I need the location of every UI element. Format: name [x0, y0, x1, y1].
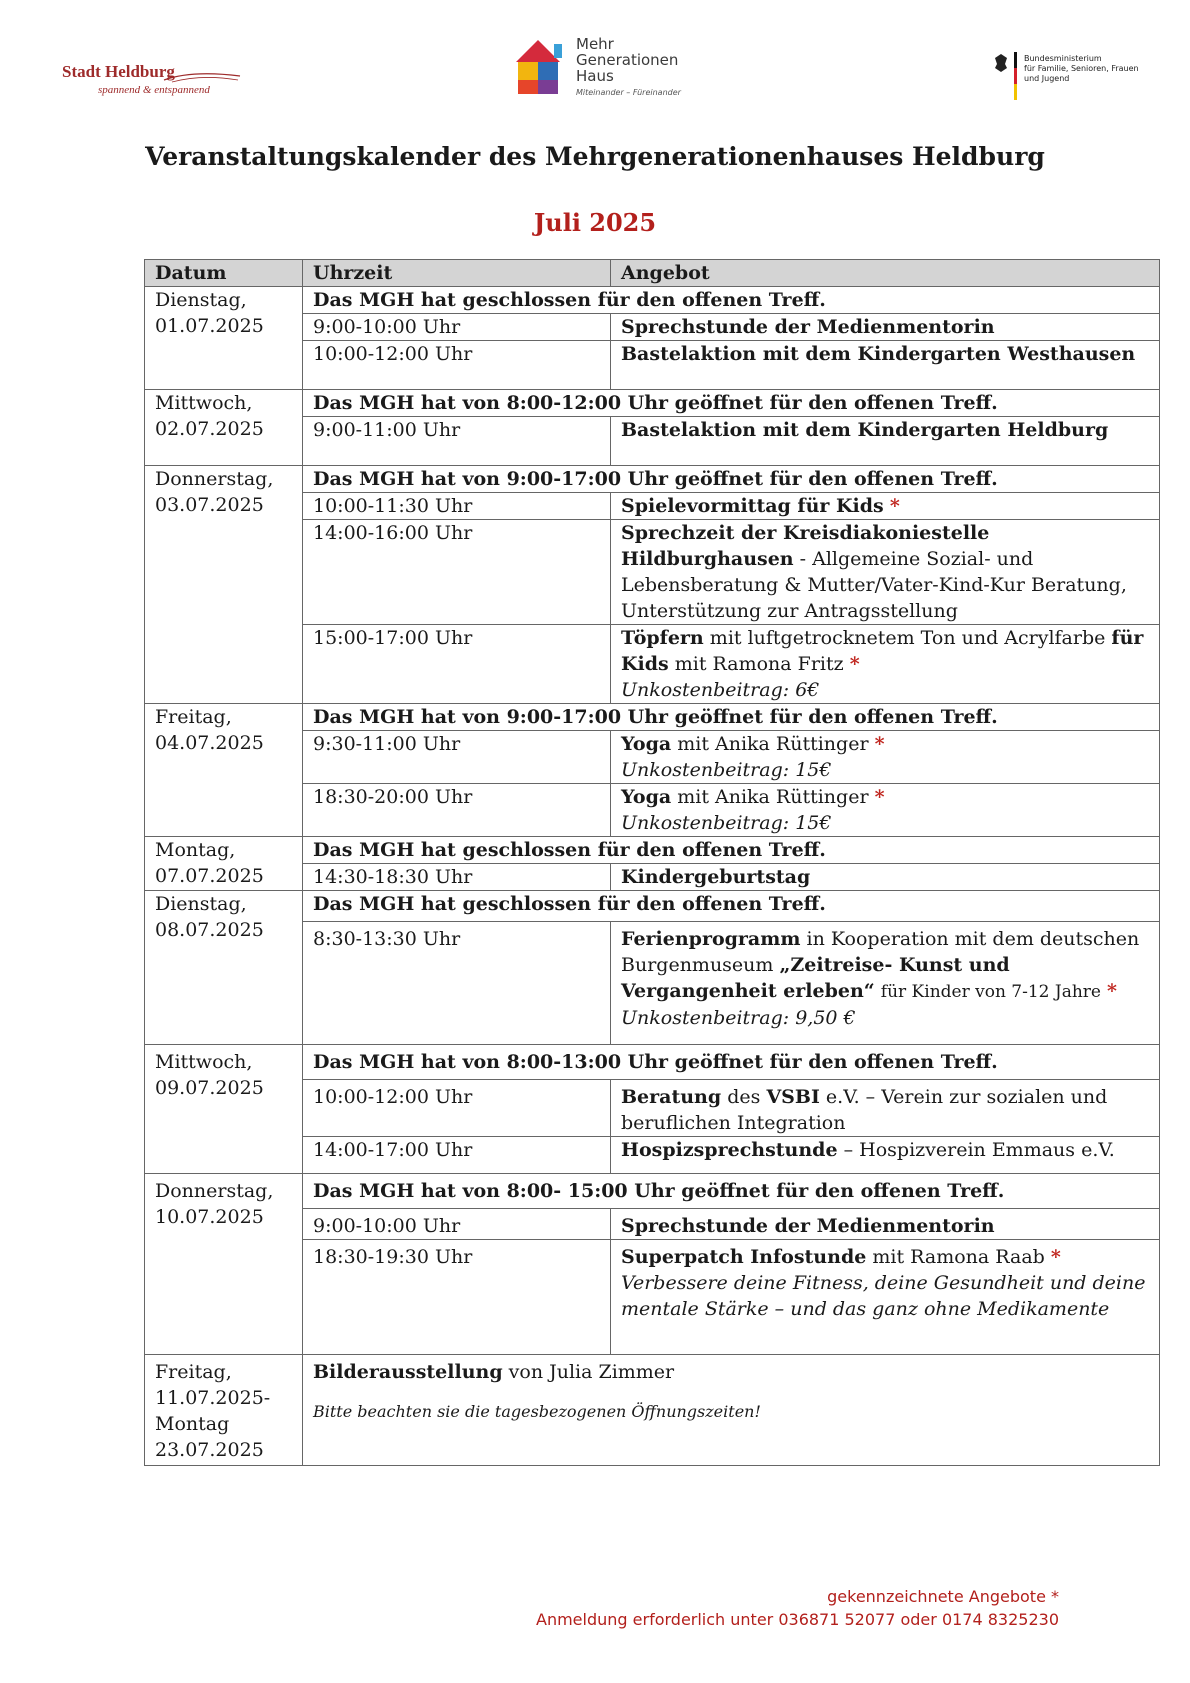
date: 07.07.2025 [155, 865, 264, 887]
registration-footer [536, 1585, 1059, 1631]
table-row [145, 466, 1160, 493]
mgh-line-2: Generationen [576, 51, 679, 69]
offer-desc: von Julia Zimmer [508, 1361, 675, 1383]
offer-title-2: für Kids [621, 627, 1144, 675]
offer-cell [611, 784, 1160, 837]
footer-line-2: Anmeldung erforderlich unter 036871 52077 oder 0174 8325230 [536, 1610, 1059, 1629]
swoosh-icon [162, 70, 242, 84]
offer-desc-2: für Kinder von 7-12 Jahre [880, 982, 1101, 1002]
offer-desc-2: mit Ramona Fritz [674, 653, 844, 675]
weekday: Mittwoch, [155, 392, 253, 414]
offer-desc-2: e.V. – Verein zur sozialen und beruflichen Integration [621, 1086, 1108, 1134]
weekday: Freitag, [155, 706, 232, 728]
offer-desc: des [727, 1086, 761, 1108]
bmfsfj-logo [992, 52, 1142, 107]
time-cell: 18:30-20:00 Uhr [303, 784, 611, 837]
footer-line-1: gekennzeichnete Angebote * [827, 1587, 1059, 1606]
stadt-name: Stadt Heldburg [62, 62, 175, 81]
bm-line-1: Bundesministerium [1024, 54, 1102, 63]
weekday: Dienstag, [155, 289, 247, 311]
offer-fee: Unkostenbeitrag: 6€ [621, 679, 820, 701]
offer-cell: Bastelaktion mit dem Kindergarten Westhausen [611, 341, 1160, 390]
status-cell: Das MGH hat geschlossen für den offenen Treff. [303, 891, 1160, 922]
weekday: Donnerstag, [155, 468, 274, 490]
date: 10.07.2025 [155, 1206, 264, 1228]
date-cell [145, 287, 303, 390]
eagle-flag-icon [992, 52, 1020, 104]
house-puzzle-icon [508, 36, 570, 98]
offer-desc: mit luftgetrocknetem Ton und Acrylfarbe [709, 627, 1106, 649]
table-row [145, 891, 1160, 922]
time-cell: 10:00-12:00 Uhr [303, 1080, 611, 1137]
date: 02.07.2025 [155, 418, 264, 440]
offer-cell [611, 922, 1160, 1045]
header-datum: Datum [145, 260, 303, 287]
registration-star: * [889, 495, 900, 517]
registration-star: * [1050, 1246, 1061, 1268]
offer-desc: mit Anika Rüttinger [677, 786, 869, 808]
offer-fee: Unkostenbeitrag: 15€ [621, 812, 832, 834]
weekday: Mittwoch, [155, 1051, 253, 1073]
mgh-subtitle: Miteinander – Füreinander [576, 88, 681, 97]
offer-desc: mit Anika Rüttinger [677, 733, 869, 755]
time-cell: 14:30-18:30 Uhr [303, 864, 611, 891]
offer-title: Ferienprogramm [621, 928, 801, 950]
offer-title: Yoga [621, 733, 672, 755]
weekday: Donnerstag, [155, 1180, 274, 1202]
table-row [145, 287, 1160, 314]
offer-title: Töpfern [621, 627, 704, 649]
event-calendar-table [144, 259, 1160, 1466]
date-cell [145, 466, 303, 704]
offer-cell [611, 493, 1160, 520]
registration-star: * [874, 786, 885, 808]
registration-star: * [874, 733, 885, 755]
offer-title-2: „Zeitreise- Kunst und Vergangenheit erleben“ [621, 954, 1010, 1002]
registration-star: * [1107, 980, 1117, 1002]
time-cell: 10:00-12:00 Uhr [303, 341, 611, 390]
time-cell: 10:00-11:30 Uhr [303, 493, 611, 520]
offer-title: Spielevormittag für Kids [621, 495, 884, 517]
header-uhrzeit: Uhrzeit [303, 260, 611, 287]
status-cell: Das MGH hat geschlossen für den offenen Treff. [303, 287, 1160, 314]
time-cell: 14:00-16:00 Uhr [303, 520, 611, 625]
date-cell [145, 837, 303, 891]
weekday: Montag, [155, 839, 236, 861]
status-cell: Das MGH hat von 9:00-17:00 Uhr geöffnet für den offenen Treff. [303, 466, 1160, 493]
date-cell [145, 1045, 303, 1174]
page-title: Veranstaltungskalender des Mehrgenerationenhauses Heldburg [145, 142, 1045, 171]
date-cell [145, 704, 303, 837]
date: 04.07.2025 [155, 732, 264, 754]
offer-cell [611, 1240, 1160, 1355]
exhibition-cell [303, 1355, 1160, 1466]
offer-desc: in Kooperation mit dem deutschen Burgenmuseum [621, 928, 1140, 976]
offer-cell [611, 731, 1160, 784]
status-cell: Das MGH hat geschlossen für den offenen Treff. [303, 837, 1160, 864]
date: 03.07.2025 [155, 494, 264, 516]
offer-fee: Unkostenbeitrag: 15€ [621, 759, 832, 781]
status-cell: Das MGH hat von 8:00-13:00 Uhr geöffnet für den offenen Treff. [303, 1045, 1160, 1080]
offer-cell: Kindergeburtstag [611, 864, 1160, 891]
registration-star: * [849, 653, 860, 675]
offer-cell [611, 625, 1160, 704]
status-cell: Das MGH hat von 8:00- 15:00 Uhr geöffnet für den offenen Treff. [303, 1174, 1160, 1209]
offer-desc: mit Ramona Raab [872, 1246, 1045, 1268]
offer-cell: Bastelaktion mit dem Kindergarten Heldburg [611, 417, 1160, 466]
mgh-line-3: Haus [576, 67, 614, 85]
mgh-logo [508, 36, 698, 106]
date: 09.07.2025 [155, 1077, 264, 1099]
offer-title: Hospizsprechstunde [621, 1139, 838, 1161]
date-cell [145, 1174, 303, 1355]
status-cell: Das MGH hat von 8:00-12:00 Uhr geöffnet für den offenen Treff. [303, 390, 1160, 417]
offer-title: Sprechzeit der Kreisdiakoniestelle Hildburghausen [621, 522, 990, 570]
offer-cell [611, 520, 1160, 625]
time-cell: 15:00-17:00 Uhr [303, 625, 611, 704]
table-row [145, 704, 1160, 731]
table-row [145, 1174, 1160, 1209]
offer-cell: Sprechstunde der Medienmentorin [611, 314, 1160, 341]
stadt-tagline: spannend & entspannend [98, 84, 210, 96]
date: 11.07.2025- [155, 1387, 271, 1409]
time-cell: 14:00-17:00 Uhr [303, 1137, 611, 1174]
status-cell: Das MGH hat von 9:00-17:00 Uhr geöffnet für den offenen Treff. [303, 704, 1160, 731]
date: 01.07.2025 [155, 315, 264, 337]
weekday: Dienstag, [155, 893, 247, 915]
table-header-row [145, 260, 1160, 287]
time-cell: 9:00-10:00 Uhr [303, 1209, 611, 1240]
offer-title: Bilderausstellung [313, 1361, 503, 1383]
date-cell [145, 390, 303, 466]
header-angebot: Angebot [611, 260, 1160, 287]
offer-title: Beratung [621, 1086, 722, 1108]
table-row [145, 390, 1160, 417]
date-2: 23.07.2025 [155, 1439, 264, 1461]
table-row [145, 837, 1160, 864]
offer-cell [611, 1137, 1160, 1174]
table-row [145, 1355, 1160, 1466]
time-cell: 9:30-11:00 Uhr [303, 731, 611, 784]
offer-title-2: VSBI [766, 1086, 820, 1108]
bm-line-3: und Jugend [1024, 74, 1070, 83]
month-title: Juli 2025 [533, 208, 657, 237]
offer-desc: – Hospizverein Emmaus e.V. [843, 1139, 1115, 1161]
offer-title: Superpatch Infostunde [621, 1246, 867, 1268]
time-cell: 9:00-11:00 Uhr [303, 417, 611, 466]
offer-desc: - Allgemeine Sozial- und Lebensberatung & Mutter/Vater-Kind-Kur Beratung, Unterstützung zur Antragsstellung [621, 548, 1127, 622]
offer-fee: Verbessere deine Fitness, deine Gesundheit und deine mentale Stärke – und das ganz ohne Medikamente [621, 1272, 1146, 1320]
date-cell [145, 891, 303, 1045]
offer-cell: Sprechstunde der Medienmentorin [611, 1209, 1160, 1240]
mgh-line-1: Mehr [576, 35, 614, 53]
offer-cell [611, 1080, 1160, 1137]
weekday-2: Montag [155, 1413, 230, 1435]
offer-fee: Unkostenbeitrag: 9,50 € [621, 1007, 856, 1029]
date-cell [145, 1355, 303, 1466]
table-row [145, 1045, 1160, 1080]
time-cell: 9:00-10:00 Uhr [303, 314, 611, 341]
opening-hours-note: Bitte beachten sie die tagesbezogenen Öffnungszeiten! [313, 1402, 761, 1421]
offer-title: Yoga [621, 786, 672, 808]
time-cell: 18:30-19:30 Uhr [303, 1240, 611, 1355]
bm-line-2: für Familie, Senioren, Frauen [1024, 64, 1139, 73]
time-cell: 8:30-13:30 Uhr [303, 922, 611, 1045]
weekday: Freitag, [155, 1361, 232, 1383]
stadt-heldburg-logo [62, 62, 232, 107]
date: 08.07.2025 [155, 919, 264, 941]
